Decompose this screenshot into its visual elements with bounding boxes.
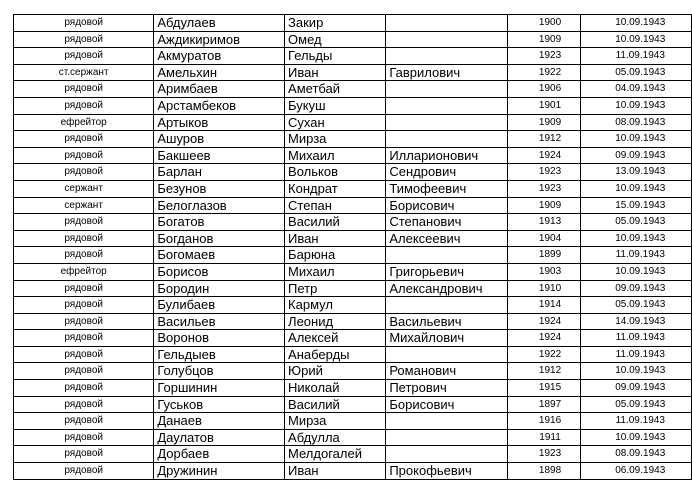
first-name-cell: Степан bbox=[285, 197, 386, 214]
patronymic-cell bbox=[386, 15, 507, 32]
last-name-cell: Безунов bbox=[154, 180, 285, 197]
rank-cell: рядовой bbox=[14, 297, 154, 314]
last-name-cell: Абдулаев bbox=[154, 15, 285, 32]
birth-year-cell: 1912 bbox=[507, 131, 581, 148]
patronymic-cell bbox=[386, 114, 507, 131]
table-row bbox=[14, 164, 692, 181]
first-name-cell: Анаберды bbox=[285, 346, 386, 363]
date-cell: 10.09.1943 bbox=[581, 363, 692, 380]
date-cell: 08.09.1943 bbox=[581, 446, 692, 463]
rank-cell: рядовой bbox=[14, 446, 154, 463]
rank-cell: рядовой bbox=[14, 330, 154, 347]
rank-cell: рядовой bbox=[14, 429, 154, 446]
table-row bbox=[14, 180, 692, 197]
last-name-cell: Ашуров bbox=[154, 131, 285, 148]
table-row bbox=[14, 313, 692, 330]
rank-cell: рядовой bbox=[14, 214, 154, 231]
last-name-cell: Даулатов bbox=[154, 429, 285, 446]
rank-cell: рядовой bbox=[14, 313, 154, 330]
rank-cell: рядовой bbox=[14, 247, 154, 264]
table-row bbox=[14, 230, 692, 247]
date-cell: 05.09.1943 bbox=[581, 64, 692, 81]
last-name-cell: Богданов bbox=[154, 230, 285, 247]
first-name-cell: Леонид bbox=[285, 313, 386, 330]
patronymic-cell: Гаврилович bbox=[386, 64, 507, 81]
last-name-cell: Воронов bbox=[154, 330, 285, 347]
patronymic-cell bbox=[386, 247, 507, 264]
patronymic-cell bbox=[386, 297, 507, 314]
rank-cell: рядовой bbox=[14, 230, 154, 247]
table-row bbox=[14, 197, 692, 214]
table-row bbox=[14, 48, 692, 65]
rank-cell: рядовой bbox=[14, 413, 154, 430]
table-row bbox=[14, 330, 692, 347]
date-cell: 08.09.1943 bbox=[581, 114, 692, 131]
rank-cell: рядовой bbox=[14, 147, 154, 164]
date-cell: 10.09.1943 bbox=[581, 31, 692, 48]
patronymic-cell: Борисович bbox=[386, 396, 507, 413]
date-cell: 11.09.1943 bbox=[581, 330, 692, 347]
rank-cell: рядовой bbox=[14, 131, 154, 148]
last-name-cell: Бородин bbox=[154, 280, 285, 297]
first-name-cell: Кармул bbox=[285, 297, 386, 314]
first-name-cell: Михаил bbox=[285, 147, 386, 164]
birth-year-cell: 1923 bbox=[507, 446, 581, 463]
last-name-cell: Булибаев bbox=[154, 297, 285, 314]
last-name-cell: Аждикиримов bbox=[154, 31, 285, 48]
table-row bbox=[14, 446, 692, 463]
patronymic-cell bbox=[386, 131, 507, 148]
last-name-cell: Данаев bbox=[154, 413, 285, 430]
birth-year-cell: 1923 bbox=[507, 164, 581, 181]
table-row bbox=[14, 346, 692, 363]
table-row bbox=[14, 263, 692, 280]
last-name-cell: Барлан bbox=[154, 164, 285, 181]
first-name-cell: Василий bbox=[285, 214, 386, 231]
date-cell: 09.09.1943 bbox=[581, 147, 692, 164]
first-name-cell: Абдулла bbox=[285, 429, 386, 446]
patronymic-cell: Александрович bbox=[386, 280, 507, 297]
birth-year-cell: 1914 bbox=[507, 297, 581, 314]
rank-cell: рядовой bbox=[14, 396, 154, 413]
date-cell: 11.09.1943 bbox=[581, 247, 692, 264]
last-name-cell: Акмуратов bbox=[154, 48, 285, 65]
date-cell: 05.09.1943 bbox=[581, 396, 692, 413]
table-row bbox=[14, 64, 692, 81]
rank-cell: сержант bbox=[14, 180, 154, 197]
date-cell: 11.09.1943 bbox=[581, 413, 692, 430]
patronymic-cell: Петрович bbox=[386, 380, 507, 397]
patronymic-cell: Сендрович bbox=[386, 164, 507, 181]
table-row bbox=[14, 429, 692, 446]
date-cell: 10.09.1943 bbox=[581, 180, 692, 197]
first-name-cell: Барюна bbox=[285, 247, 386, 264]
first-name-cell: Вольков bbox=[285, 164, 386, 181]
rank-cell: рядовой bbox=[14, 463, 154, 480]
birth-year-cell: 1924 bbox=[507, 313, 581, 330]
rank-cell: рядовой bbox=[14, 97, 154, 114]
rank-cell: ефрейтор bbox=[14, 263, 154, 280]
birth-year-cell: 1909 bbox=[507, 114, 581, 131]
first-name-cell: Иван bbox=[285, 463, 386, 480]
date-cell: 10.09.1943 bbox=[581, 429, 692, 446]
patronymic-cell bbox=[386, 81, 507, 98]
patronymic-cell: Степанович bbox=[386, 214, 507, 231]
birth-year-cell: 1909 bbox=[507, 31, 581, 48]
date-cell: 06.09.1943 bbox=[581, 463, 692, 480]
rank-cell: ст.сержант bbox=[14, 64, 154, 81]
rank-cell: ефрейтор bbox=[14, 114, 154, 131]
table-body bbox=[14, 15, 692, 480]
patronymic-cell bbox=[386, 446, 507, 463]
table-row bbox=[14, 363, 692, 380]
first-name-cell: Николай bbox=[285, 380, 386, 397]
last-name-cell: Васильев bbox=[154, 313, 285, 330]
table-row bbox=[14, 81, 692, 98]
table-row bbox=[14, 131, 692, 148]
last-name-cell: Горшинин bbox=[154, 380, 285, 397]
last-name-cell: Гуськов bbox=[154, 396, 285, 413]
date-cell: 14.09.1943 bbox=[581, 313, 692, 330]
rank-cell: рядовой bbox=[14, 164, 154, 181]
table-row bbox=[14, 147, 692, 164]
birth-year-cell: 1906 bbox=[507, 81, 581, 98]
last-name-cell: Белоглазов bbox=[154, 197, 285, 214]
birth-year-cell: 1910 bbox=[507, 280, 581, 297]
date-cell: 13.09.1943 bbox=[581, 164, 692, 181]
date-cell: 05.09.1943 bbox=[581, 297, 692, 314]
patronymic-cell: Григорьевич bbox=[386, 263, 507, 280]
last-name-cell: Богатов bbox=[154, 214, 285, 231]
rank-cell: рядовой bbox=[14, 15, 154, 32]
last-name-cell: Артыков bbox=[154, 114, 285, 131]
birth-year-cell: 1912 bbox=[507, 363, 581, 380]
birth-year-cell: 1909 bbox=[507, 197, 581, 214]
patronymic-cell: Михайлович bbox=[386, 330, 507, 347]
last-name-cell: Богомаев bbox=[154, 247, 285, 264]
birth-year-cell: 1897 bbox=[507, 396, 581, 413]
first-name-cell: Гельды bbox=[285, 48, 386, 65]
patronymic-cell bbox=[386, 413, 507, 430]
date-cell: 11.09.1943 bbox=[581, 346, 692, 363]
date-cell: 09.09.1943 bbox=[581, 280, 692, 297]
birth-year-cell: 1911 bbox=[507, 429, 581, 446]
birth-year-cell: 1923 bbox=[507, 48, 581, 65]
patronymic-cell: Васильевич bbox=[386, 313, 507, 330]
last-name-cell: Бакшеев bbox=[154, 147, 285, 164]
date-cell: 10.09.1943 bbox=[581, 230, 692, 247]
date-cell: 10.09.1943 bbox=[581, 131, 692, 148]
birth-year-cell: 1913 bbox=[507, 214, 581, 231]
first-name-cell: Мирза bbox=[285, 413, 386, 430]
patronymic-cell: Борисович bbox=[386, 197, 507, 214]
birth-year-cell: 1915 bbox=[507, 380, 581, 397]
first-name-cell: Юрий bbox=[285, 363, 386, 380]
patronymic-cell bbox=[386, 97, 507, 114]
table-row bbox=[14, 463, 692, 480]
patronymic-cell bbox=[386, 31, 507, 48]
birth-year-cell: 1924 bbox=[507, 330, 581, 347]
birth-year-cell: 1922 bbox=[507, 346, 581, 363]
first-name-cell: Иван bbox=[285, 230, 386, 247]
birth-year-cell: 1901 bbox=[507, 97, 581, 114]
first-name-cell: Букуш bbox=[285, 97, 386, 114]
rank-cell: сержант bbox=[14, 197, 154, 214]
table-row bbox=[14, 280, 692, 297]
patronymic-cell: Прокофьевич bbox=[386, 463, 507, 480]
patronymic-cell bbox=[386, 48, 507, 65]
rank-cell: рядовой bbox=[14, 280, 154, 297]
patronymic-cell: Романович bbox=[386, 363, 507, 380]
first-name-cell: Михаил bbox=[285, 263, 386, 280]
birth-year-cell: 1916 bbox=[507, 413, 581, 430]
last-name-cell: Амельхин bbox=[154, 64, 285, 81]
rank-cell: рядовой bbox=[14, 346, 154, 363]
first-name-cell: Василий bbox=[285, 396, 386, 413]
table-row bbox=[14, 297, 692, 314]
date-cell: 10.09.1943 bbox=[581, 15, 692, 32]
table-row bbox=[14, 214, 692, 231]
date-cell: 11.09.1943 bbox=[581, 48, 692, 65]
table-row bbox=[14, 380, 692, 397]
last-name-cell: Голубцов bbox=[154, 363, 285, 380]
rank-cell: рядовой bbox=[14, 31, 154, 48]
last-name-cell: Дорбаев bbox=[154, 446, 285, 463]
table-row bbox=[14, 247, 692, 264]
casualty-list-table bbox=[13, 14, 692, 480]
first-name-cell: Кондрат bbox=[285, 180, 386, 197]
patronymic-cell bbox=[386, 346, 507, 363]
rank-cell: рядовой bbox=[14, 81, 154, 98]
first-name-cell: Закир bbox=[285, 15, 386, 32]
table-row bbox=[14, 15, 692, 32]
table-row bbox=[14, 31, 692, 48]
birth-year-cell: 1904 bbox=[507, 230, 581, 247]
first-name-cell: Сухан bbox=[285, 114, 386, 131]
last-name-cell: Борисов bbox=[154, 263, 285, 280]
table-row bbox=[14, 413, 692, 430]
first-name-cell: Алексей bbox=[285, 330, 386, 347]
first-name-cell: Мирза bbox=[285, 131, 386, 148]
last-name-cell: Гельдыев bbox=[154, 346, 285, 363]
date-cell: 10.09.1943 bbox=[581, 263, 692, 280]
birth-year-cell: 1900 bbox=[507, 15, 581, 32]
birth-year-cell: 1922 bbox=[507, 64, 581, 81]
rank-cell: рядовой bbox=[14, 380, 154, 397]
patronymic-cell: Тимофеевич bbox=[386, 180, 507, 197]
birth-year-cell: 1899 bbox=[507, 247, 581, 264]
birth-year-cell: 1903 bbox=[507, 263, 581, 280]
first-name-cell: Омед bbox=[285, 31, 386, 48]
patronymic-cell: Илларионович bbox=[386, 147, 507, 164]
patronymic-cell: Алексеевич bbox=[386, 230, 507, 247]
birth-year-cell: 1924 bbox=[507, 147, 581, 164]
table-row bbox=[14, 114, 692, 131]
first-name-cell: Иван bbox=[285, 64, 386, 81]
rank-cell: рядовой bbox=[14, 363, 154, 380]
date-cell: 09.09.1943 bbox=[581, 380, 692, 397]
first-name-cell: Петр bbox=[285, 280, 386, 297]
first-name-cell: Аметбай bbox=[285, 81, 386, 98]
last-name-cell: Аримбаев bbox=[154, 81, 285, 98]
patronymic-cell bbox=[386, 429, 507, 446]
table-row bbox=[14, 396, 692, 413]
date-cell: 05.09.1943 bbox=[581, 214, 692, 231]
birth-year-cell: 1923 bbox=[507, 180, 581, 197]
date-cell: 15.09.1943 bbox=[581, 197, 692, 214]
last-name-cell: Арстамбеков bbox=[154, 97, 285, 114]
date-cell: 04.09.1943 bbox=[581, 81, 692, 98]
rank-cell: рядовой bbox=[14, 48, 154, 65]
table-row bbox=[14, 97, 692, 114]
first-name-cell: Мелдогалей bbox=[285, 446, 386, 463]
birth-year-cell: 1898 bbox=[507, 463, 581, 480]
last-name-cell: Дружинин bbox=[154, 463, 285, 480]
date-cell: 10.09.1943 bbox=[581, 97, 692, 114]
